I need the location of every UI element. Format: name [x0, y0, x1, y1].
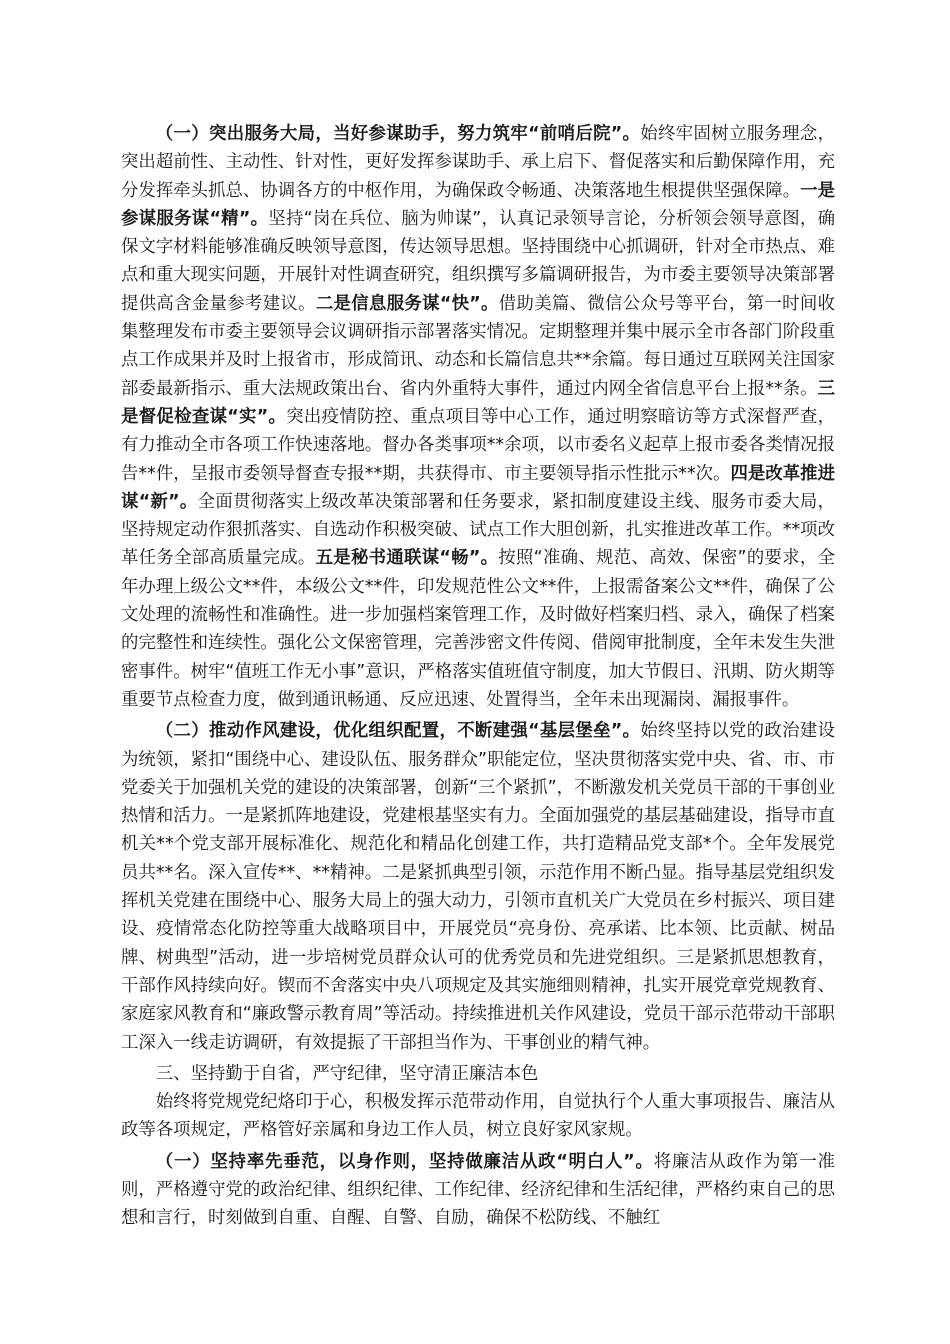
paragraph-text: 借助美篇、微信公众号等平台，第一时间收集整理发布市委主要领导会议调研指示部署落实情况。定期整理并集中展示全市各部门阶段重点工作成果并及时上报省市，形成简讯、动态和长篇信息共**余篇。每日通过互联网关注国家部委最新指示、重大法规政策出台、省内外重特大事件，通过内网全省信息平台上报**条。 — [121, 293, 835, 399]
paragraph-discipline-intro: 始终将党规党纪烙印于心，积极发挥示范带动作用，自觉执行个人重大事项报告、廉洁从政等各项规定，严格管好亲属和身边工作人员，树立良好家风家规。 — [121, 1092, 835, 1141]
section-heading-3: 三、坚持勤于自省，严守纪律，坚守清正廉洁本色 — [155, 1063, 539, 1084]
paragraph-text: 坚持“岗在兵位、脑为帅谋”，认真记录领导言论，分析领会领导意图，确保文字材料能够准确反映领导意图，传达领导思想。坚持围绕中心抓调研，针对全市热点、难点和重大现实问题，开展针对性调查研究，组织撰写多篇调研报告，为市委主要领导决策部署提供高含金量参考建议。 — [121, 208, 835, 314]
point-heading-5: 五是秘书通联谋“畅”。 — [315, 548, 499, 569]
paragraph-lead: （二）推动作风建设，优化组织配置，不断建强“基层堡垒”。 — [155, 721, 641, 742]
paragraph-text: 突出疫情防控、重点项目等中心工作，通过明察暗访等方式深督严查，有力推动全市各项工作快速落地。督办各类事项**余项，以市委名义起草上报市委各类情况报告**件，呈报市委领导督查专报**期，共获得市、市主要领导指示性批示**次。 — [121, 406, 835, 484]
paragraph-lead: （一）突出服务大局，当好参谋助手，努力筑牢“前哨后院”。 — [155, 124, 641, 144]
point-heading-4: 四是改革推进谋“新”。 — [121, 463, 835, 512]
paragraph-serve-overall — [121, 120, 835, 714]
paragraph-text: 全面贯彻落实上级改革决策部署和任务要求，紧扣制度建设主线、服务市委大局，坚持规定动作狠抓落实、自选动作积极突破、试点工作大胆创新，扎实推进改革工作。**项改革任务全部高质量完成。 — [121, 491, 835, 569]
paragraph-lead: （一）坚持率先垂范，以身作则，坚持做廉洁从政“明白人”。 — [155, 1151, 654, 1172]
document-body — [121, 120, 835, 1233]
paragraph-text: 按照“准确、规范、高效、保密”的要求，全年办理上级公文**件，本级公文**件，印发规范性公文**件，上报需备案公文**件，确保了公文处理的流畅性和准确性。进一步加强档案管理工作，及时做好档案归档、录入，确保了档案的完整性和连续性。强化公文保密管理，完善涉密文件传阅、借阅审批制度，全年未发生失泄密事件。树牢“值班工作无小事”意识，严格落实值班值守制度，加大节假日、汛期、防火期等重要节点检查力度，做到通讯畅通、反应迅速、处置得当，全年未出现漏岗、漏报事件。 — [121, 548, 835, 710]
paragraph-work-style — [121, 717, 835, 1057]
paragraph-text: 始终牢固树立服务理念，突出超前性、主动性、针对性，更好发挥参谋助手、承上启下、督促落实和后勤保障作用，充分发挥牵头抓总、协调各方的中枢作用，为确保政令畅通、决策落地生根提供坚强保障。 — [121, 124, 835, 201]
paragraph-text: 始终坚持以党的政治建设为统领，紧扣“围绕中心、建设队伍、服务群众”职能定位，坚决贯彻落实党中央、省、市、市党委关于加强机关党的建设的决策部署，创新“三个紧抓”，不断激发机关党员干部的干事创业热情和活力。一是紧抓阵地建设，党建根基坚实有力。全面加强党的基层基础建设，指导市直机关**个党支部开展标准化、规范化和精品化创建工作，共打造精品党支部*个。全年发展党员共**名。深入宣传**、**精神。二是紧抓典型引领，示范作用不断凸显。指导基层党组织发挥机关党建在围绕中心、服务大局上的强大动力，引领市直机关广大党员在乡村振兴、项目建设、疫情常态化防控等重大战略项目中，开展党员“亮身份、亮承诺、比本领、比贡献、树品牌、树典型”活动，进一步培树党员群众认可的优秀党员和先进党组织。三是紧抓思想教育，干部作风持续向好。锲而不舍落实中央八项规定及其实施细则精神，扎实开展党章党规教育、家庭家风教育和“廉政警示教育周”等活动。持续推进机关作风建设，党员干部示范带动干部职工深入一线走访调研，有效提振了干部担当作为、干事创业的精气神。 — [121, 721, 835, 1053]
point-heading-2: 二是信息服务谋“快”。 — [315, 293, 499, 314]
paragraph-lead-by-example — [121, 1148, 835, 1233]
paragraph-text: 将廉洁从政作为第一准则，严格遵守党的政治纪律、组织纪律、工作纪律、经济纪律和生活纪律，严格约束自己的思想和言行，时刻做到自重、自醒、自警、自励，确保不松防线、不触红 — [121, 1151, 835, 1229]
point-heading-1: 一是参谋服务谋“精”。 — [121, 180, 835, 229]
point-heading-3: 三是督促检查谋“实”。 — [121, 378, 835, 427]
